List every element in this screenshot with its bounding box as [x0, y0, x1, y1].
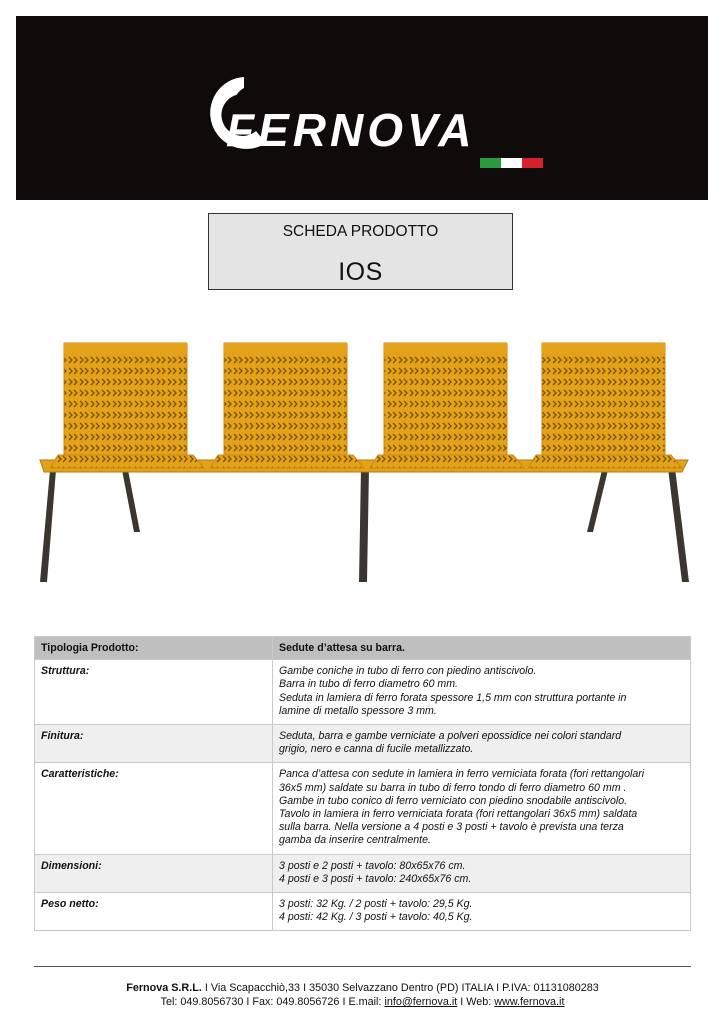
spec-header-row: [35, 637, 691, 660]
spec-table: [34, 636, 691, 931]
spec-row-finitura: [35, 725, 691, 763]
seat-pan: [50, 455, 204, 468]
spec-header-label: Tipologia Prodotto:: [35, 637, 273, 660]
bench-leg: [122, 470, 140, 532]
website-link[interactable]: www.fernova.it: [494, 996, 565, 1008]
seat-top-rim: [224, 343, 347, 353]
spec-label: Dimensioni:: [35, 854, 273, 892]
spec-row-struttura: [35, 660, 691, 725]
email-link[interactable]: info@fernova.it: [384, 996, 458, 1008]
seat-pan: [370, 455, 524, 468]
footer-address-line: [0, 981, 725, 995]
seat-pan: [528, 455, 682, 468]
spec-header-value: Sedute d’attesa su barra.: [273, 637, 691, 660]
bench-leg: [668, 468, 689, 582]
footer-divider: [34, 966, 691, 967]
bench-leg: [359, 468, 369, 582]
spec-value: 3 posti: 32 Kg. / 2 posti + tavolo: 29,5 Kg. 4 posti: 42 Kg. / 3 posti + tavolo: 40,5 Kg.: [273, 893, 691, 931]
spec-label: Peso netto:: [35, 893, 273, 931]
spec-value: 3 posti e 2 posti + tavolo: 80x65x76 cm. 4 posti e 3 posti + tavolo: 240x65x76 cm.: [273, 854, 691, 892]
spec-row-dimensioni: [35, 854, 691, 892]
fernova-logo: [206, 74, 551, 174]
italian-flag-icon: [480, 158, 543, 168]
spec-value: Panca d’attesa con sedute in lamiera in ferro verniciata forata (fori rettangolari 36x5 mm) saldate su barra in tubo di ferro tondo di ferro diametro 60 mm . Gambe in tubo conico di ferro verniciato con piedino snodabile antiscivolo. Tavolo in lamiera in ferro verniciata forata (fori rettangolari 36x5 mm) saldata sulla barra. Nella versione a 4 posti e 3 posti + tavolo è prevista una terza gamba da inserire centralmente.: [273, 763, 691, 854]
product-photo: [34, 300, 694, 615]
document-type-label: SCHEDA PRODOTTO: [282, 223, 439, 240]
footer: [0, 981, 725, 1009]
spec-label: Finitura:: [35, 725, 273, 763]
spec-value: Gambe coniche in tubo di ferro con piedino antiscivolo. Barra in tubo di ferro diametro 60 mm. Seduta in lamiera di ferro forata spessore 1,5 mm con struttura portante in lamine di metallo spessore 3 mm.: [273, 660, 691, 725]
company-address: I Via Scapacchiò,33 I 35030 Selvazzano Dentro (PD) ITALIA I P.IVA: 01131080283: [201, 982, 599, 994]
seat-backrest: [384, 343, 507, 455]
company-name: Fernova S.R.L.: [126, 982, 202, 994]
spec-value: Seduta, barra e gambe verniciate a polveri epossidice nei colori standard grigio, nero e canna di fucile metallizzato.: [273, 725, 691, 763]
seat-pan: [210, 455, 364, 468]
seat-top-rim: [384, 343, 507, 353]
seat-backrest: [542, 343, 665, 455]
spec-row-caratteristiche: [35, 763, 691, 854]
product-name: IOS: [338, 258, 383, 286]
seat-backrest: [224, 343, 347, 455]
footer-contacts-line: Tel: 049.8056730 I Fax: 049.8056726 I E.mail: info@fernova.it I Web: www.fernova.it: [160, 996, 565, 1008]
bench-leg: [40, 470, 56, 582]
header-banner: [16, 16, 708, 200]
spec-label: Struttura:: [35, 660, 273, 725]
spec-row-peso: [35, 893, 691, 931]
title-box: [208, 213, 513, 290]
spec-label: Caratteristiche:: [35, 763, 273, 854]
seat-top-rim: [542, 343, 665, 353]
seat-backrest: [64, 343, 187, 455]
seat-top-rim: [64, 343, 187, 353]
logo-wordmark: FERNOVA: [226, 104, 476, 156]
bench-leg: [587, 470, 608, 532]
